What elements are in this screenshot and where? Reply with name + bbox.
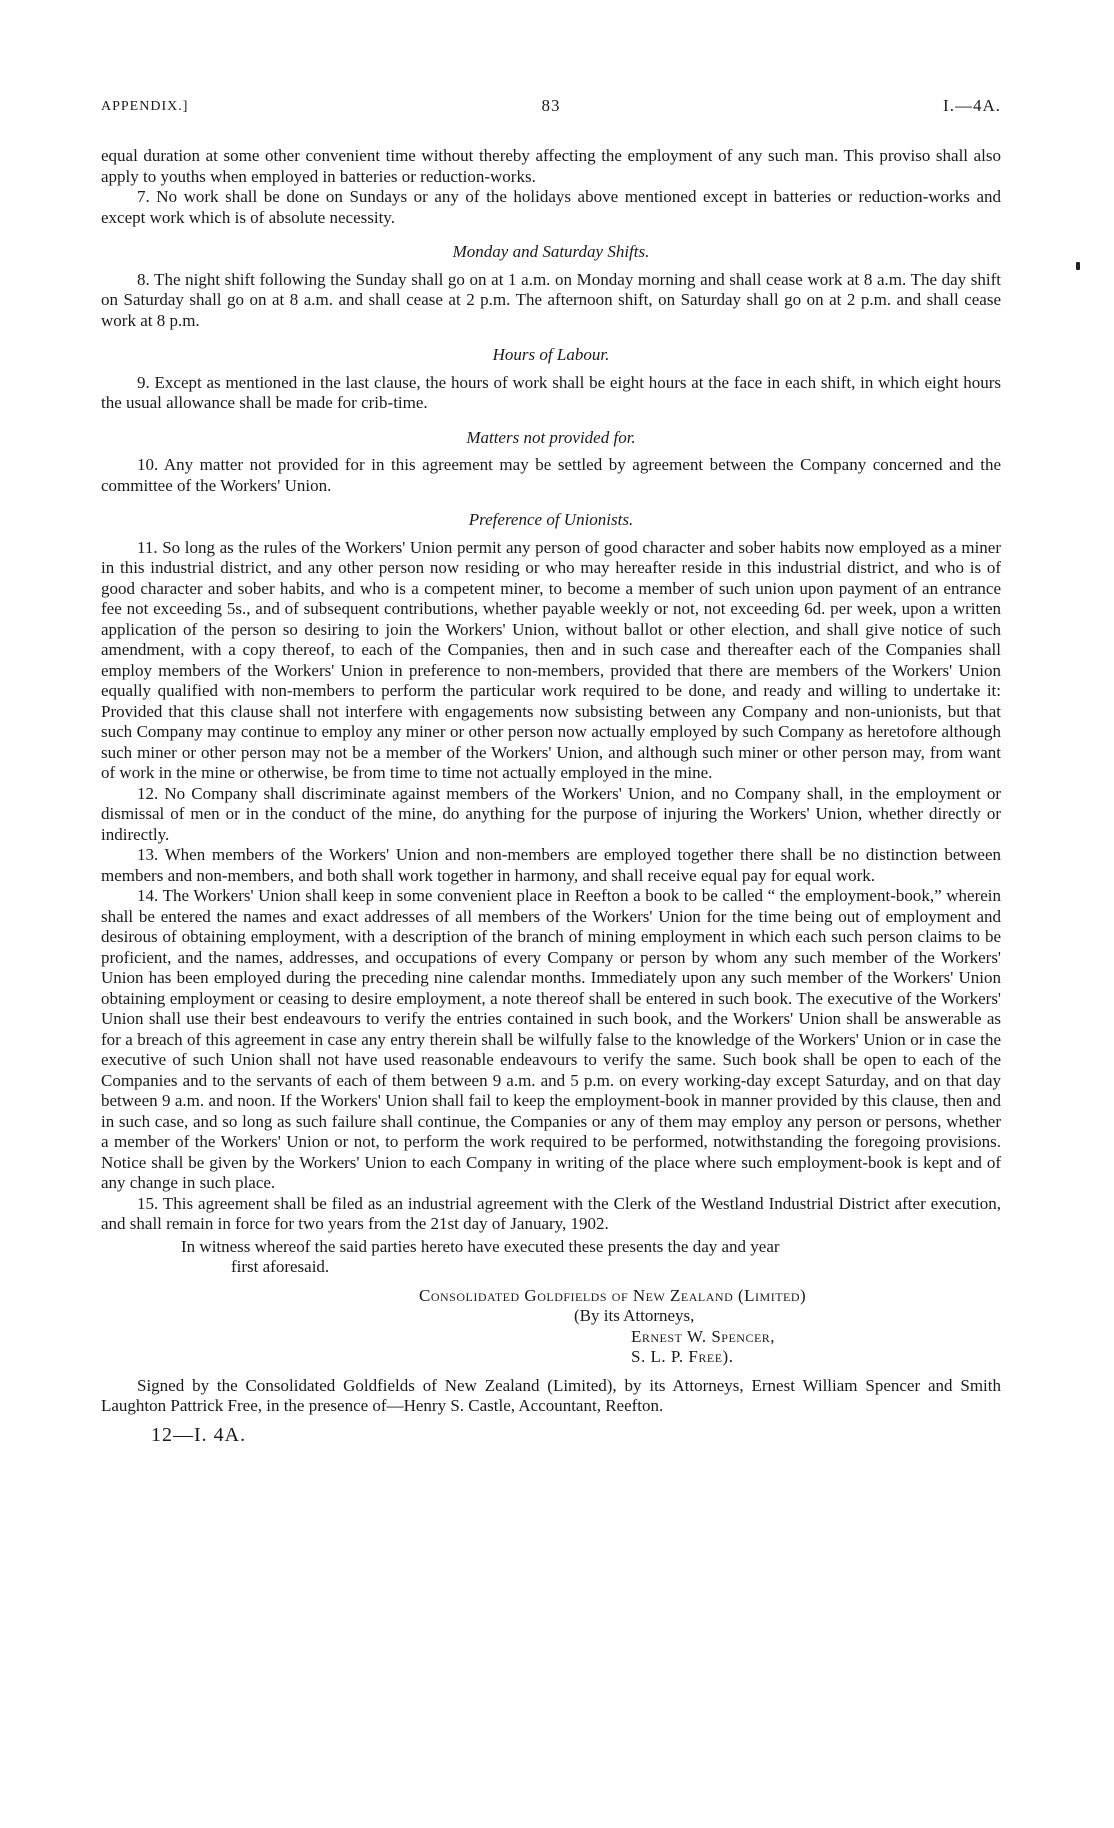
clause-7: 7. No work shall be done on Sundays or any of the holidays above mentioned except in batteries or reduction-works and except work which is of absolute necessity.	[101, 187, 1001, 227]
signature-company: Consolidated Goldfields of New Zealand (Limited)	[419, 1285, 807, 1305]
stray-mark	[1076, 262, 1080, 270]
witness-line-2: first aforesaid.	[231, 1257, 330, 1276]
header-reference: I.—4A.	[943, 96, 1001, 115]
signature-name-1: Ernest W. Spencer,	[631, 1326, 776, 1346]
clause-8: 8. The night shift following the Sunday shall go on at 1 a.m. on Monday morning and shall cease work at 8 a.m. The day shift on Saturday shall go on at 8 a.m. and shall cease at 2 p.m. The afternoon shift, on Saturday shall go on at 2 p.m. and shall cease work at 8 p.m.	[101, 269, 1001, 330]
clause-12: 12. No Company shall discriminate against members of the Workers' Union, and no Company shall, in the employment or dismissal of men or in the conduct of the mine, do anything for the purpose of injuring the Workers' Union, whether directly or indirectly.	[101, 783, 1001, 844]
document-body	[101, 146, 1001, 1445]
signature-block	[101, 1286, 1001, 1368]
heading-preference: Preference of Unionists.	[468, 510, 634, 529]
clause-13: 13. When members of the Workers' Union and non-members are employed together there shall be no distinction between members and non-members, and both shall work together in harmony, and shall receive equal pay for equal work.	[101, 845, 1001, 885]
header-appendix: APPENDIX.]	[101, 99, 189, 114]
paragraph-continuation: equal duration at some other convenient time without thereby affecting the employment of any such man. This proviso shall also apply to youths when employed in batteries or reduction-works.	[101, 146, 1001, 186]
clause-15: 15. This agreement shall be filed as an industrial agreement with the Clerk of the Westland Industrial District after execution, and shall remain in force for two years from the 21st day of January, 1902.	[101, 1193, 1001, 1233]
heading-shifts: Monday and Saturday Shifts.	[452, 242, 650, 261]
heading-hours: Hours of Labour.	[492, 345, 610, 364]
signature-attorneys: (By its Attorneys,	[574, 1306, 695, 1325]
clause-14: 14. The Workers' Union shall keep in some convenient place in Reefton a book to be called “ the employment-book,” wherein shall be entered the names and exact addresses of all members of the Workers' Union for the time being out of employment and desirous of obtaining employment, with a description of the branch of mining employment in which each such person claims to be proficient, and the names, addresses, and occupations of every Company or person by whom any such member of the Workers' Union has been employed during the preceding nine calendar months. Immediately upon any such member of the Workers' Union obtaining employment or ceasing to desire employment, a note thereof shall be entered in such book. The executive of the Workers' Union shall use their best endeavours to verify the entries contained in such book, and the Workers' Union shall be answerable as for a breach of this agreement in case any entry therein shall be wilfully false to the knowledge of the Workers' Union or in case the executive of such Union shall not have used reasonable endeavours to verify the same. Such book shall be open to each of the Companies and to the servants of each of them between 9 a.m. and 5 p.m. on every working-day except Saturday, and on that day between 9 a.m. and noon. If the Workers' Union shall fail to keep the employment-book in manner provided by this clause, then and in such case, and so long as such failure shall continue, the Companies or any of them may employ any person or persons, whether a member of the Workers' Union or not, to perform the work required to be performed, notwithstanding the foregoing provisions. Notice shall be given by the Workers' Union to each Company in writing of the place where such employment-book is kept and of any change in such place.	[101, 886, 1001, 1192]
page-header	[101, 96, 1001, 123]
clause-11: 11. So long as the rules of the Workers' Union permit any person of good character and sober habits now employed as a miner in this industrial district, and any other person now residing or who may hereafter reside in this industrial district, and who is of good character and sober habits, and who is a competent miner, to become a member of such union upon payment of an entrance fee not exceeding 5s., and of subsequent contributions, whether payable weekly or not, not exceeding 6d. per week, upon a written application of the person so desiring to join the Workers' Union, without ballot or other election, and shall give notice of such amendment, with a copy thereof, to each of the Companies, then and in such case and thereafter each of the Companies shall employ members of the Workers' Union in preference to non-members, provided that there are members of the Workers' Union equally qualified with non-members to perform the particular work required to be done, and ready and willing to undertake it: Provided that this clause shall not interfere with engagements now subsisting between any Company and non-unionists, but that such Company may continue to employ any miner or other person now actually employed by such Company as heretofore although such miner or other person may not be a member of the Workers' Union, and although such miner or other person may, from want of work in the mine or otherwise, be from time to time not actually employed in the mine.	[101, 537, 1001, 782]
clause-9: 9. Except as mentioned in the last clause, the hours of work shall be eight hours at the face in each shift, in which eight hours the usual allowance shall be made for crib-time.	[101, 372, 1001, 412]
witness-line-1: In witness whereof the said parties hereto have executed these presents the day and year	[181, 1236, 780, 1256]
signature-name-2: S. L. P. Free).	[631, 1347, 734, 1366]
signed-note: Signed by the Consolidated Goldfields of New Zealand (Limited), by its Attorneys, Ernest William Spencer and Smith Laughton Pattrick Free, in the presence of—Henry S. Castle, Accountant, Reefton.	[101, 1375, 1001, 1415]
heading-matters: Matters not provided for.	[466, 427, 636, 447]
page-footer: 12—I. 4A.	[151, 1423, 247, 1446]
clause-10: 10. Any matter not provided for in this agreement may be settled by agreement between the Company concerned and the committee of the Workers' Union.	[101, 455, 1001, 495]
page-number: 83	[541, 96, 561, 115]
witness-clause	[101, 1237, 1001, 1278]
